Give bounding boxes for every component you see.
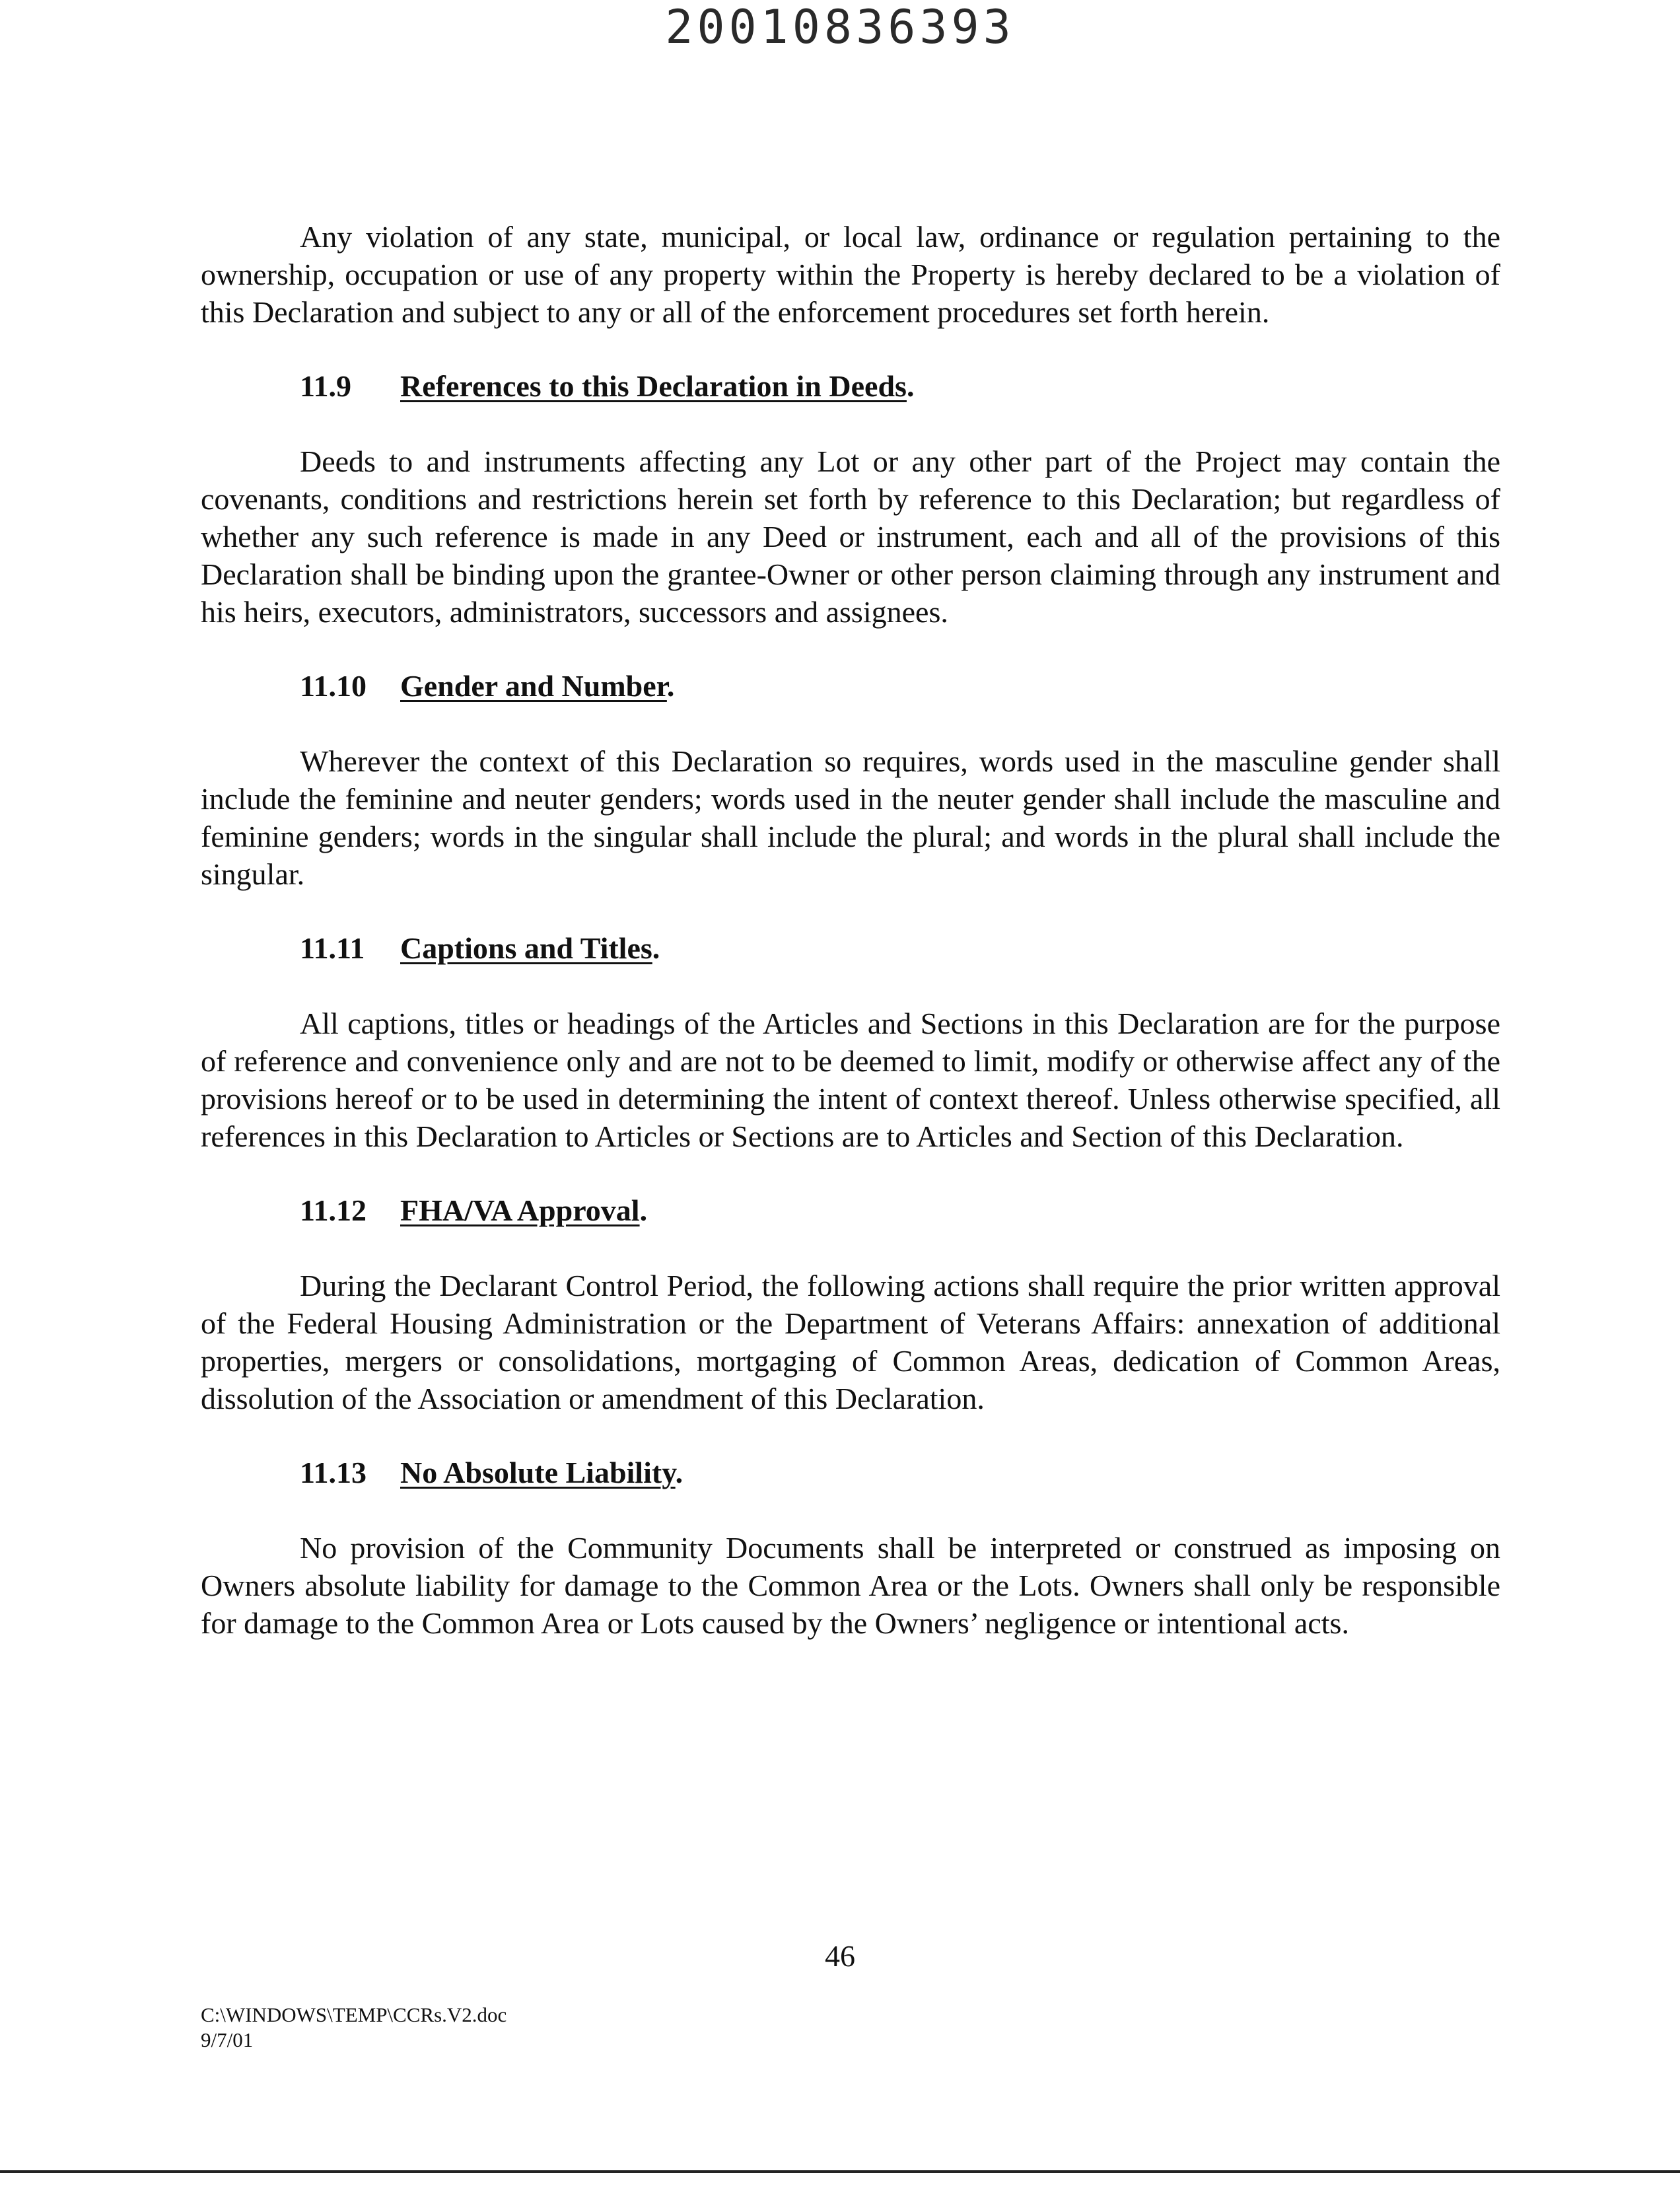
section-body-11-10: Wherever the context of this Declaration so requires, words used in the masculine gender shall include the feminine and neuter genders; words used in the neuter gender shall include the masculine and feminine genders; words in the singular shall include the plural; and words in the plural shall include the singular. (201, 744, 1500, 891)
document-body (201, 218, 1500, 1642)
section-title: FHA/VA Approval (400, 1193, 640, 1227)
section-heading-11-11: 11.11 Captions and Titles. (300, 929, 1500, 967)
document-number: 20010836393 (665, 0, 1015, 54)
section-heading-11-9: 11.9 References to this Declaration in Deeds. (300, 367, 1500, 405)
footer-file-path: C:\WINDOWS\TEMP\CCRs.V2.doc (201, 2003, 507, 2026)
section-heading-11-12: 11.12 FHA/VA Approval. (300, 1191, 1500, 1229)
section-number: 11.12 (300, 1193, 367, 1227)
section-body-11-9: Deeds to and instruments affecting any Lot or any other part of the Project may contain the covenants, conditions and restrictions herein set forth by reference to this Declaration; but regardless of whether any such reference is made in any Deed or instrument, each and all of the provisions of this Declaration shall be binding upon the grantee-Owner or other person claiming through any instrument and his heirs, executors, administrators, successors and assignees. (201, 444, 1500, 629)
section-title: Captions and Titles (400, 931, 652, 965)
section-heading-11-10: 11.10 Gender and Number. (300, 667, 1500, 705)
section-body-11-12: During the Declarant Control Period, the following actions shall require the prior written approval of the Federal Housing Administration or the Department of Veterans Affairs: annexation of additional properties, mergers or consolidations, mortgaging of Common Areas, dedication of Common Areas, dissolution of the Association or amendment of this Declaration. (201, 1269, 1500, 1415)
page-number: 46 (825, 1939, 855, 1973)
section-body-11-13: No provision of the Community Documents shall be interpreted or construed as imposing on Owners absolute liability for damage to the Common Area or the Lots. Owners shall only be responsible for damage to the Common Area or Lots caused by the Owners’ negligence or intentional acts. (201, 1531, 1500, 1640)
section-body-11-11: All captions, titles or headings of the Articles and Sections in this Declaration are for the purpose of reference and convenience only and are not to be deemed to limit, modify or otherwise affect any of the provisions hereof or to be used in determining the intent of context thereof. Unless otherwise specified, all references in this Declaration to Articles or Sections are to Articles and Section of this Declaration. (201, 1007, 1500, 1153)
section-title: Gender and Number (400, 669, 667, 703)
intro-paragraph: Any violation of any state, municipal, or local law, ordinance or regulation pertaining to the ownership, occupation or use of any property within the Property is hereby declared to be a violation of this Declaration and subject to any or all of the enforcement procedures set forth herein. (201, 220, 1500, 329)
bottom-rule (0, 2170, 1680, 2173)
section-title: No Absolute Liability (400, 1456, 676, 1489)
section-heading-11-13: 11.13 No Absolute Liability. (300, 1454, 1500, 1491)
section-number: 11.13 (300, 1456, 367, 1489)
section-number: 11.9 (300, 369, 351, 403)
section-number: 11.10 (300, 669, 367, 703)
footer (201, 2003, 507, 2053)
section-number: 11.11 (300, 931, 365, 965)
section-title: References to this Declaration in Deeds (400, 369, 907, 403)
footer-date: 9/7/01 (201, 2028, 254, 2051)
